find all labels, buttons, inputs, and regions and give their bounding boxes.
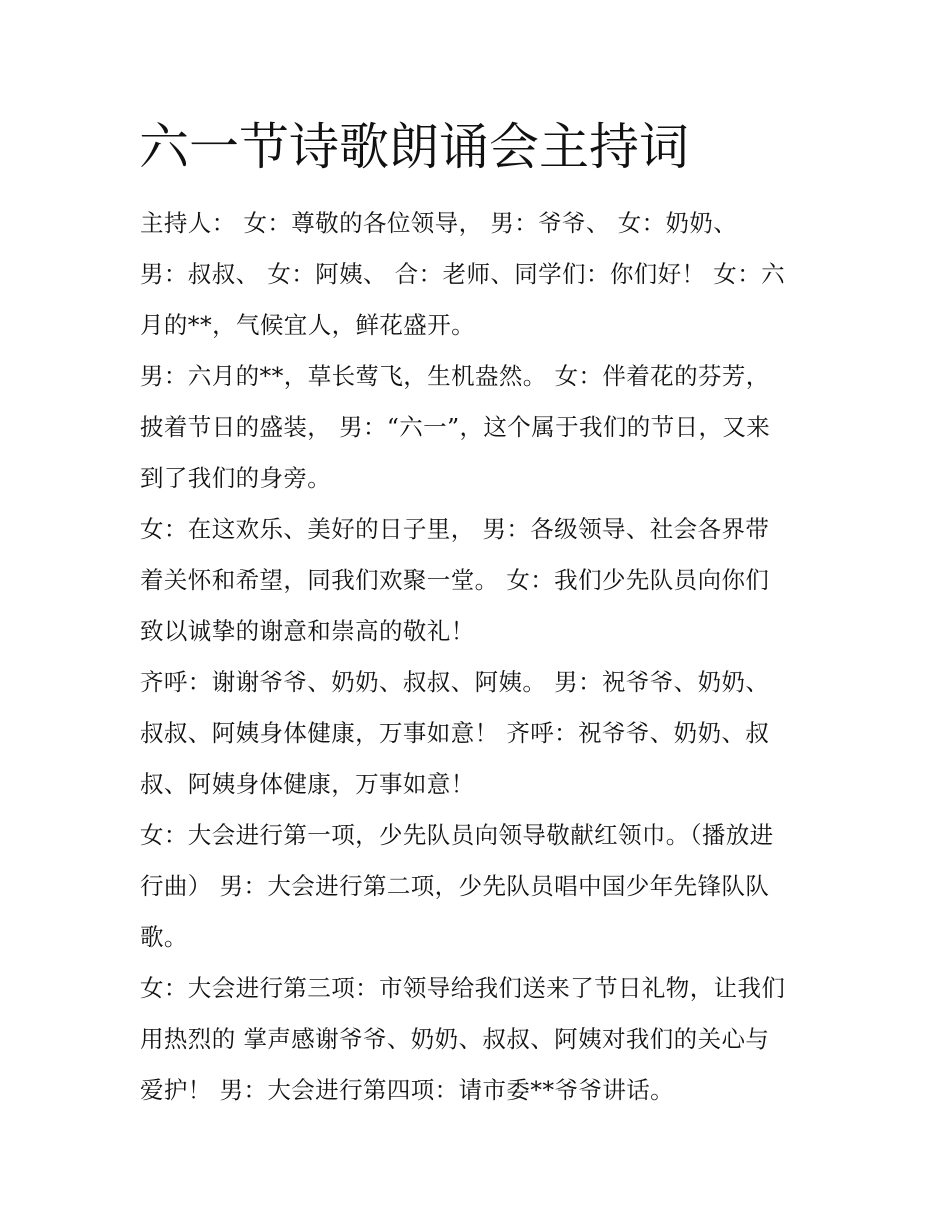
paragraph-blessing: 齐呼：谢谢爷爷、奶奶、叔叔、阿姨。 男：祝爷爷、奶奶、 叔叔、阿姨身体健康，万事如意！ 齐呼：祝爷爷、奶奶、叔 叔、阿姨身体健康，万事如意！ bbox=[140, 668, 770, 798]
paragraph-welcome: 女：在这欢乐、美好的日子里， 男：各级领导、社会各界带 着关怀和希望，同我们欢聚一堂。 女：我们少先队员向你们 致以诚挚的谢意和崇高的敬礼！ bbox=[140, 515, 770, 645]
document-title: 六一节诗歌朗诵会主持词 bbox=[139, 118, 689, 176]
paragraph-greeting: 主持人： 女：尊敬的各位领导， 男：爷爷、 女：奶奶、 男：叔叔、 女：阿姨、 合：老师、同学们：你们好！ 女：六 月的**，气候宜人，鲜花盛开。 bbox=[140, 209, 786, 339]
paragraph-items-three-four: 女：大会进行第三项：市领导给我们送来了节日礼物，让我们 用热烈的 掌声感谢爷爷、奶奶、叔叔、阿姨对我们的关心与 爱护！ 男：大会进行第四项：请市委**爷爷讲话。 bbox=[140, 974, 786, 1104]
paragraph-june: 男：六月的**，草长莺飞，生机盎然。 女：伴着花的芬芳， 披着节日的盛装， 男：“六一”，这个属于我们的节日，又来 到了我们的身旁。 bbox=[140, 362, 771, 492]
paragraph-items-one-two: 女：大会进行第一项，少先队员向领导敬献红领巾。（播放进 行曲） 男：大会进行第二项，少先队员唱中国少年先锋队队 歌。 bbox=[140, 821, 774, 951]
document-body bbox=[140, 198, 820, 1116]
